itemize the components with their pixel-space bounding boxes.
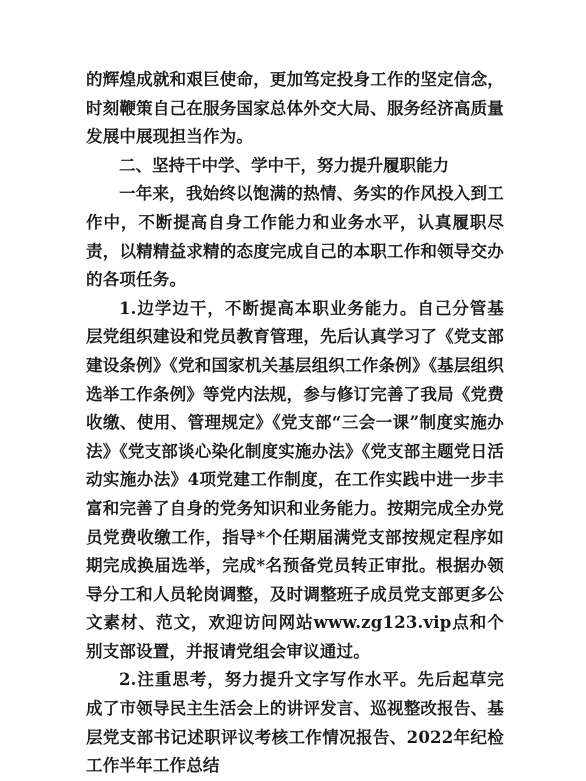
paragraph-item-1: 1.边学边干，不断提高本职业务能力。自己分管基层党组织建设和党员教育管理，先后认真学习了《党支部建设条例》《党和国家机关基层组织工作条例》《基层组织选举工作条例》等党内法规，参与修订完善了我局《党费收缴、使用、管理规定》《党支部“三会一课”制度实施办法》《党支部谈心染化制度实施办法》《党支部主题党日活动实施办法》4项党建工作制度，在工作实践中进一步丰富和完善了自身的党务知识和业务能力。按期完成全办党员党费收缴工作，指导*个任期届满党支部按规定程序如期完成换届选举，完成*名预备党员转正审批。根据办领导分工和人员轮岗调整，及时调整班子成员党支部更多公文素材、范文，欢迎访问网站www.zg123.vip点和个别支部设置，并报请党组会审议通过。 <box>86 298 504 661</box>
document-body <box>86 66 504 781</box>
paragraph-item-2: 2.注重思考，努力提升文字写作水平。先后起草完成了市领导民主生活会上的讲评发言、巡视整改报告、基层党支部书记述职评议考核工作情况报告、2022年纪检工作半年工作总结 <box>86 670 504 776</box>
section-heading: 二、坚持干中学、学中干，努力提升履职能力 <box>119 155 449 175</box>
paragraph-continuation: 的辉煌成就和艰巨使命，更加笃定投身工作的坚定信念，时刻鞭策自己在服务国家总体外交大局、服务经济高质量发展中展现担当作为。 <box>86 70 504 147</box>
paragraph-intro: 一年来，我始终以饱满的热情、务实的作风投入到工作中，不断提高自身工作能力和业务水平，认真履职尽责，以精精益求精的态度完成自己的本职工作和领导交办的各项任务。 <box>86 184 504 290</box>
